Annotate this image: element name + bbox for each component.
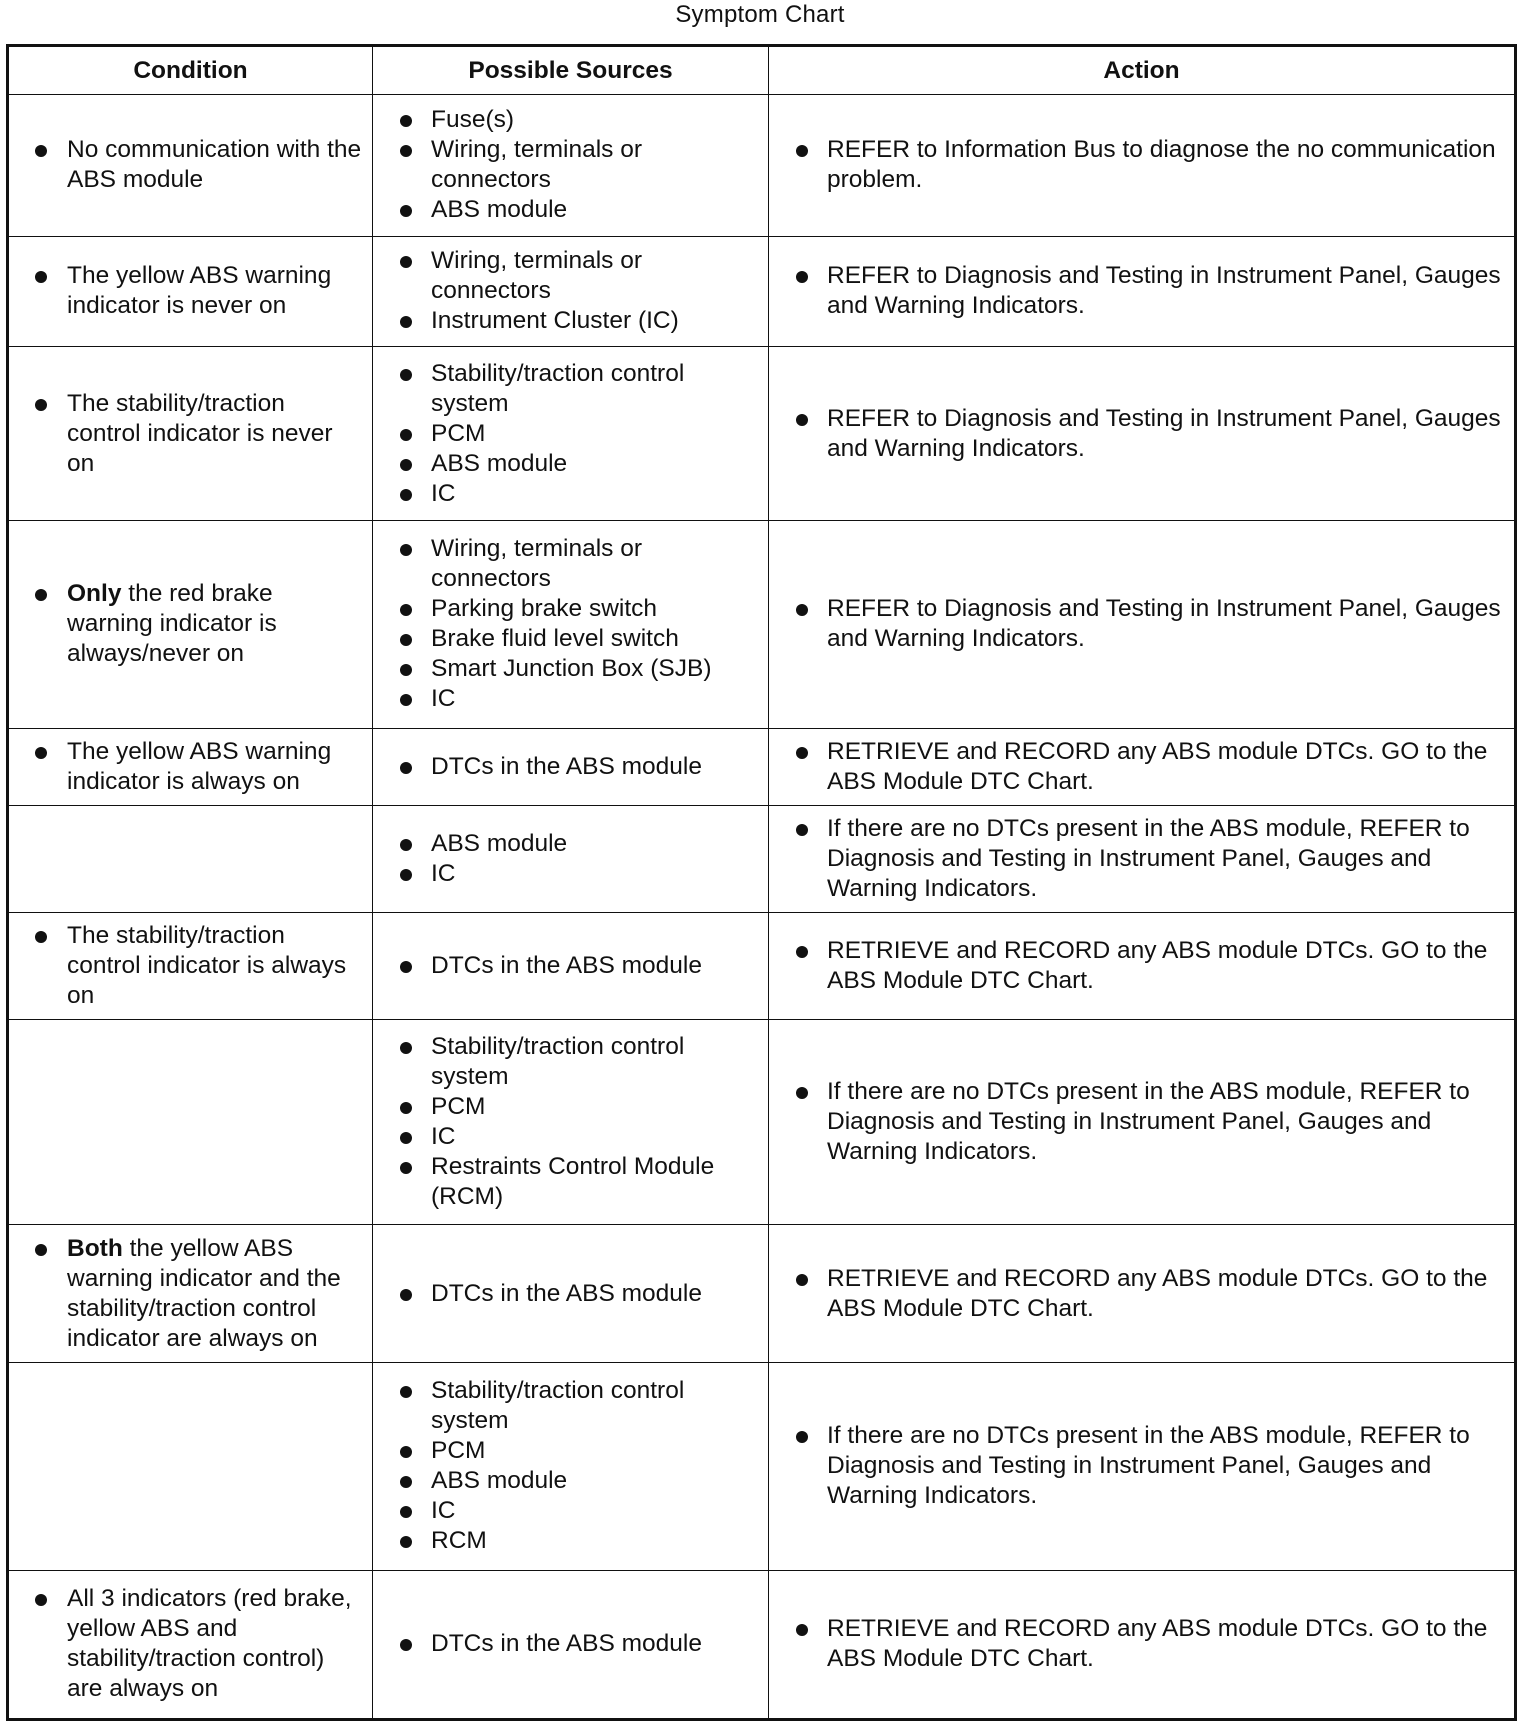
- condition-text: The yellow ABS warning indicator is always on: [9, 737, 364, 797]
- table-row: [8, 912, 1516, 1019]
- action-cell: [769, 1363, 1516, 1570]
- source-item: DTCs in the ABS module: [373, 752, 760, 782]
- condition-cell: [8, 236, 373, 346]
- condition-cell-empty: [8, 1019, 373, 1224]
- source-item: Fuse(s): [373, 105, 760, 135]
- source-item: IC: [373, 859, 760, 889]
- table-row: [8, 521, 1516, 728]
- sources-cell: [373, 236, 769, 346]
- source-item: ABS module: [373, 1466, 760, 1496]
- action-text: RETRIEVE and RECORD any ABS module DTCs. GO to the ABS Module DTC Chart.: [769, 737, 1508, 797]
- condition-text: [9, 579, 364, 669]
- condition-text: The stability/traction control indicator is never on: [9, 389, 364, 479]
- table-row: [8, 1363, 1516, 1570]
- source-item: Stability/traction control system: [373, 1376, 760, 1436]
- source-item: PCM: [373, 419, 760, 449]
- source-item: ABS module: [373, 829, 760, 859]
- source-item: RCM: [373, 1526, 760, 1556]
- sources-cell: [373, 1019, 769, 1224]
- source-item: DTCs in the ABS module: [373, 951, 760, 981]
- table-row: [8, 806, 1516, 913]
- condition-emphasis: Only: [67, 580, 122, 608]
- table-row: [8, 1019, 1516, 1224]
- condition-text: [9, 1234, 364, 1354]
- sources-cell: [373, 1363, 769, 1570]
- condition-emphasis: Both: [67, 1234, 123, 1262]
- source-item: ABS module: [373, 195, 760, 225]
- action-text: REFER to Diagnosis and Testing in Instrument Panel, Gauges and Warning Indicators.: [769, 594, 1508, 654]
- table-row: [8, 95, 1516, 237]
- condition-cell: [8, 1570, 373, 1720]
- sources-cell: [373, 806, 769, 913]
- condition-text: The yellow ABS warning indicator is never on: [9, 261, 364, 321]
- action-cell: [769, 521, 1516, 728]
- action-cell: [769, 1570, 1516, 1720]
- source-item: IC: [373, 1122, 760, 1152]
- table-header-row: [8, 46, 1516, 95]
- source-item: Stability/traction control system: [373, 1032, 760, 1092]
- source-item: Parking brake switch: [373, 594, 760, 624]
- condition-cell: [8, 912, 373, 1019]
- action-text: REFER to Diagnosis and Testing in Instrument Panel, Gauges and Warning Indicators.: [769, 404, 1508, 464]
- table-row: [8, 346, 1516, 520]
- source-item: Instrument Cluster (IC): [373, 306, 760, 336]
- column-header-action: Action: [769, 46, 1516, 95]
- table-row: [8, 1570, 1516, 1720]
- action-text: If there are no DTCs present in the ABS module, REFER to Diagnosis and Testing in Instrument Panel, Gauges and Warning Indicators.: [769, 1421, 1508, 1511]
- action-cell: [769, 806, 1516, 913]
- action-text: RETRIEVE and RECORD any ABS module DTCs. GO to the ABS Module DTC Chart.: [769, 1614, 1508, 1674]
- action-cell: [769, 236, 1516, 346]
- condition-cell-empty: [8, 1363, 373, 1570]
- source-item: DTCs in the ABS module: [373, 1279, 760, 1309]
- source-item: IC: [373, 1496, 760, 1526]
- table-row: [8, 728, 1516, 805]
- action-cell: [769, 912, 1516, 1019]
- condition-text: All 3 indicators (red brake, yellow ABS and stability/traction control) are always on: [9, 1584, 364, 1704]
- source-item: PCM: [373, 1436, 760, 1466]
- sources-cell: [373, 1224, 769, 1363]
- source-item: Smart Junction Box (SJB): [373, 654, 760, 684]
- source-item: DTCs in the ABS module: [373, 1629, 760, 1659]
- action-cell: [769, 728, 1516, 805]
- column-header-possible-sources: Possible Sources: [373, 46, 769, 95]
- source-item: Stability/traction control system: [373, 359, 760, 419]
- source-item: ABS module: [373, 449, 760, 479]
- action-cell: [769, 95, 1516, 237]
- action-text: RETRIEVE and RECORD any ABS module DTCs. GO to the ABS Module DTC Chart.: [769, 936, 1508, 996]
- condition-cell: [8, 346, 373, 520]
- condition-text: The stability/traction control indicator is always on: [9, 921, 364, 1011]
- column-header-condition: Condition: [8, 46, 373, 95]
- sources-cell: [373, 912, 769, 1019]
- action-cell: [769, 1224, 1516, 1363]
- action-cell: [769, 1019, 1516, 1224]
- sources-cell: [373, 95, 769, 237]
- sources-cell: [373, 521, 769, 728]
- action-text: If there are no DTCs present in the ABS module, REFER to Diagnosis and Testing in Instrument Panel, Gauges and Warning Indicators.: [769, 814, 1508, 904]
- condition-cell-empty: [8, 806, 373, 913]
- source-item: IC: [373, 684, 760, 714]
- source-item: IC: [373, 479, 760, 509]
- table-row: [8, 236, 1516, 346]
- condition-cell: [8, 1224, 373, 1363]
- condition-text-rest: the yellow ABS warning indicator and the stability/traction control indicator are always on: [67, 1234, 341, 1352]
- symptom-chart-table: [6, 44, 1517, 1721]
- sources-cell: [373, 346, 769, 520]
- action-text: REFER to Diagnosis and Testing in Instrument Panel, Gauges and Warning Indicators.: [769, 261, 1508, 321]
- source-item: Restraints Control Module (RCM): [373, 1152, 760, 1212]
- source-item: Wiring, terminals or connectors: [373, 135, 760, 195]
- action-text: If there are no DTCs present in the ABS module, REFER to Diagnosis and Testing in Instrument Panel, Gauges and Warning Indicators.: [769, 1077, 1508, 1167]
- condition-cell: [8, 521, 373, 728]
- condition-cell: [8, 95, 373, 237]
- action-text: REFER to Information Bus to diagnose the no communication problem.: [769, 135, 1508, 195]
- table-row: [8, 1224, 1516, 1363]
- condition-text-rest: the red brake warning indicator is always/never on: [67, 580, 277, 668]
- page-title: Symptom Chart: [675, 1, 845, 28]
- source-item: PCM: [373, 1092, 760, 1122]
- action-cell: [769, 346, 1516, 520]
- condition-text: No communication with the ABS module: [9, 135, 364, 195]
- sources-cell: [373, 1570, 769, 1720]
- source-item: Brake fluid level switch: [373, 624, 760, 654]
- source-item: Wiring, terminals or connectors: [373, 534, 760, 594]
- condition-cell: [8, 728, 373, 805]
- source-item: Wiring, terminals or connectors: [373, 246, 760, 306]
- sources-cell: [373, 728, 769, 805]
- action-text: RETRIEVE and RECORD any ABS module DTCs. GO to the ABS Module DTC Chart.: [769, 1264, 1508, 1324]
